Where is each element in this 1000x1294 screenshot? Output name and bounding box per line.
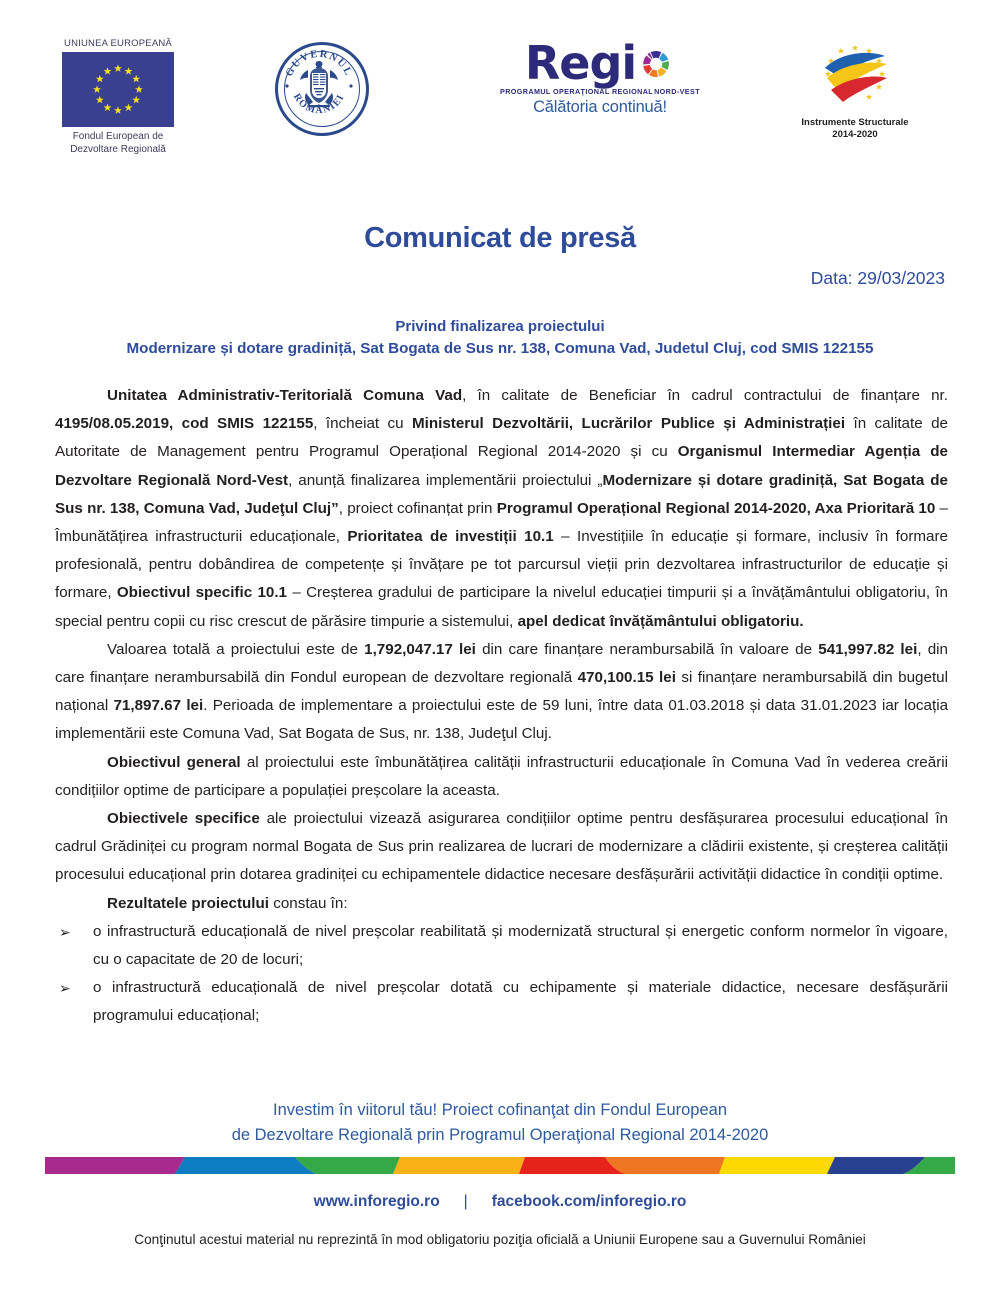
- website-link[interactable]: www.inforegio.ro: [313, 1193, 440, 1210]
- list-item: [55, 974, 948, 1030]
- list-item-text: o infrastructură educațională de nivel preșcolar dotată cu echipamente și materiale didactice, necesare desfășurării programului educațional;: [93, 979, 948, 1025]
- footer-color-bar: [45, 1157, 955, 1174]
- p1-b1: Unitatea Administrativ-Teritorială Comuna Vad: [107, 387, 463, 404]
- p2-t3: , din care finanțare nerambursabilă din Fondul european de dezvoltare regională: [55, 640, 948, 687]
- link-separator: |: [463, 1193, 468, 1210]
- si-caption-line2: 2014-2020: [832, 129, 878, 141]
- regio-wordmark-row: [495, 36, 705, 90]
- p1-b4: Organismul Intermediar Agenția de Dezvoltare Regională Nord-Vest: [55, 443, 948, 489]
- p1-t3: în calitate de Autoritate de Management pentru Programul Operațional Regional 2014-2020 și cu: [55, 415, 948, 461]
- eu-stars-icon: [62, 52, 174, 127]
- regio-wordmark: Regi: [524, 36, 637, 90]
- government-of-romania-logo: [262, 42, 382, 136]
- p1-t1: , în calitate de Beneficiar în cadrul contractului de finanțare nr.: [462, 387, 948, 404]
- regio-subtitle-left: PROGRAMUL OPERAŢIONAL REGIONAL: [500, 87, 654, 96]
- footer-slogan-line2: de Dezvoltare Regională prin Programul Operaţional Regional 2014-2020: [231, 1126, 769, 1144]
- paragraph-specific-objectives: [55, 805, 948, 890]
- structural-instruments-emblem-icon: [807, 38, 903, 116]
- p2-t5: . Perioada de implementare a proiectului este de 59 luni, între data 01.03.2018 și data 31.01.2023 iar locația implementării este Comuna Vad, Sat Bogata de Sus, nr. 138, Judeţul Cluj.: [55, 697, 949, 743]
- logo-strip: [0, 26, 1000, 156]
- eu-logo: [48, 38, 188, 156]
- p5-b1: Rezultatele proiectului: [107, 894, 270, 912]
- paragraph-general-objective: [55, 749, 948, 805]
- results-list: [55, 918, 948, 1031]
- p5-t1: constau în:: [269, 894, 348, 912]
- arrow-bullet-icon: ➢: [59, 923, 71, 940]
- facebook-link[interactable]: facebook.com/inforegio.ro: [491, 1193, 687, 1210]
- eu-caption-line1: Fondul European de: [72, 131, 164, 142]
- regio-tagline: Călătoria continuă!: [533, 98, 667, 116]
- page-title: Comunicat de presă: [364, 222, 636, 254]
- document-subtitle-primary: Privind finalizarea proiectului: [395, 318, 605, 335]
- p1-t7: – Investițiile în educație și formare, inclusiv în formare profesională, pentru dobândirea de competențe și învățare pe tot parcursul vieții prin dezvoltarea infrastructurilor de educație și formare,: [55, 528, 948, 602]
- p2-b2: 541,997.82 lei: [818, 640, 918, 658]
- eu-caption-line2: Dezvoltare Regională: [70, 143, 166, 155]
- p4-b1: Obiectivele specifice: [107, 810, 260, 828]
- p1-t8: – Creșterea gradului de participare la nivelul educației timpurii și a învățământului obligatoriu, în special pentru copii cu risc crescut de părăsire timpurie a sistemului,: [55, 584, 949, 630]
- regio-subtitle-right: NORD-VEST: [654, 87, 700, 96]
- svg-text:ROMÂNIEI: ROMÂNIEI: [290, 91, 347, 117]
- regio-logo: [495, 36, 705, 117]
- p1-b2: 4195/08.05.2019, cod SMIS 122155: [55, 415, 314, 433]
- p2-t1: Valoarea totală a proiectului este de: [107, 640, 365, 658]
- footer-links: [0, 1193, 1000, 1211]
- p1-t2: , încheiat cu: [313, 415, 412, 433]
- list-item: [55, 918, 948, 974]
- p1-t5: , proiect cofinanțat prin: [338, 499, 497, 517]
- p1-b9: apel dedicat învățământului obligatoriu.: [517, 612, 804, 630]
- paragraph-results-intro: [55, 890, 948, 918]
- document-body: [55, 382, 948, 1031]
- eu-flag-icon: [62, 52, 174, 127]
- document-date: Data: 29/03/2023: [810, 268, 945, 288]
- regio-ring-icon: [637, 45, 675, 83]
- p2-t2: din care finanțare nerambursabilă în valoare de: [475, 640, 819, 658]
- footer-disclaimer: Conţinutul acestui material nu reprezintă în mod obligatoriu poziţia oficială a Uniunii Europene sau a Guvernului României: [134, 1232, 866, 1247]
- p1-b8: Obiectivul specific 10.1: [116, 584, 288, 602]
- p1-t4: , anunță finalizarea implementării proiectului „: [288, 471, 603, 489]
- document-subtitle-secondary: Modernizare și dotare gradiniță, Sat Bogata de Sus nr. 138, Comuna Vad, Judetul Cluj, cod SMIS 122155: [126, 340, 874, 357]
- p4-t1: ale proiectului vizează asigurarea condițiilor optime pentru desfășurarea procesului educațional în cadrul Grădiniței cu program normal Bogata de Sus prin realizarea de lucrari de modernizare a clădirii existente, și creșterea calității procesului educațional prin dotarea gradiniței cu echipamentele didactice necesare desfășurării activității didactice în condiții optime.: [55, 810, 948, 884]
- svg-text:GUVERNUL: GUVERNUL: [283, 48, 355, 79]
- paragraph-financials: [55, 636, 948, 749]
- government-seal-icon: [275, 42, 369, 136]
- p2-b3: 470,100.15 lei: [577, 669, 676, 687]
- paragraph-project-description: [55, 382, 948, 636]
- p2-t4: si finanțare nerambursabilă din bugetul național: [55, 669, 948, 715]
- eu-logo-caption-top: UNIUNEA EUROPEANĂ: [64, 38, 172, 49]
- list-item-text: o infrastructură educațională de nivel preșcolar reabilitată și modernizată structural și energetic conform normelor în vigoare, cu o capacitate de 20 de locuri;: [93, 922, 948, 969]
- p1-b7: Prioritatea de investiții 10.1: [347, 528, 554, 546]
- p3-t1: al proiectului este îmbunătățirea calității infrastructurii educaționale în Comuna Vad în vederea creării condițiilor optime de participare a populației preșcolare la aceasta.: [55, 753, 949, 799]
- eu-logo-caption-bottom: [48, 131, 188, 156]
- government-seal-graphic: [278, 45, 360, 127]
- footer-slogan: [0, 1098, 1000, 1148]
- p2-b4: 71,897.67 lei: [113, 697, 204, 715]
- structural-instruments-logo: [780, 38, 930, 142]
- p1-b3: Ministerul Dezvoltării, Lucrărilor Publice și Administrației: [411, 415, 846, 433]
- arrow-bullet-icon: ➢: [59, 980, 71, 997]
- structural-instruments-caption: [780, 117, 930, 142]
- si-caption-line1: Instrumente Structurale: [801, 117, 909, 128]
- p1-b5: Modernizare și dotare gradiniță, Sat Bogata de Sus nr. 138, Comuna Vad, Judeţul Cluj”: [55, 471, 948, 517]
- p1-t6: – Îmbunătățirea infrastructurii educaționale,: [55, 499, 948, 546]
- footer-slogan-line1: Investim în viitorul tău! Proiect cofinanţat din Fondul European: [273, 1101, 727, 1119]
- p2-b1: 1,792,047.17 lei: [364, 640, 476, 658]
- p3-b1: Obiectivul general: [107, 753, 241, 771]
- color-bar-graphic: [45, 1157, 955, 1174]
- p1-b6: Programul Operațional Regional 2014-2020, Axa Prioritară 10: [496, 499, 936, 517]
